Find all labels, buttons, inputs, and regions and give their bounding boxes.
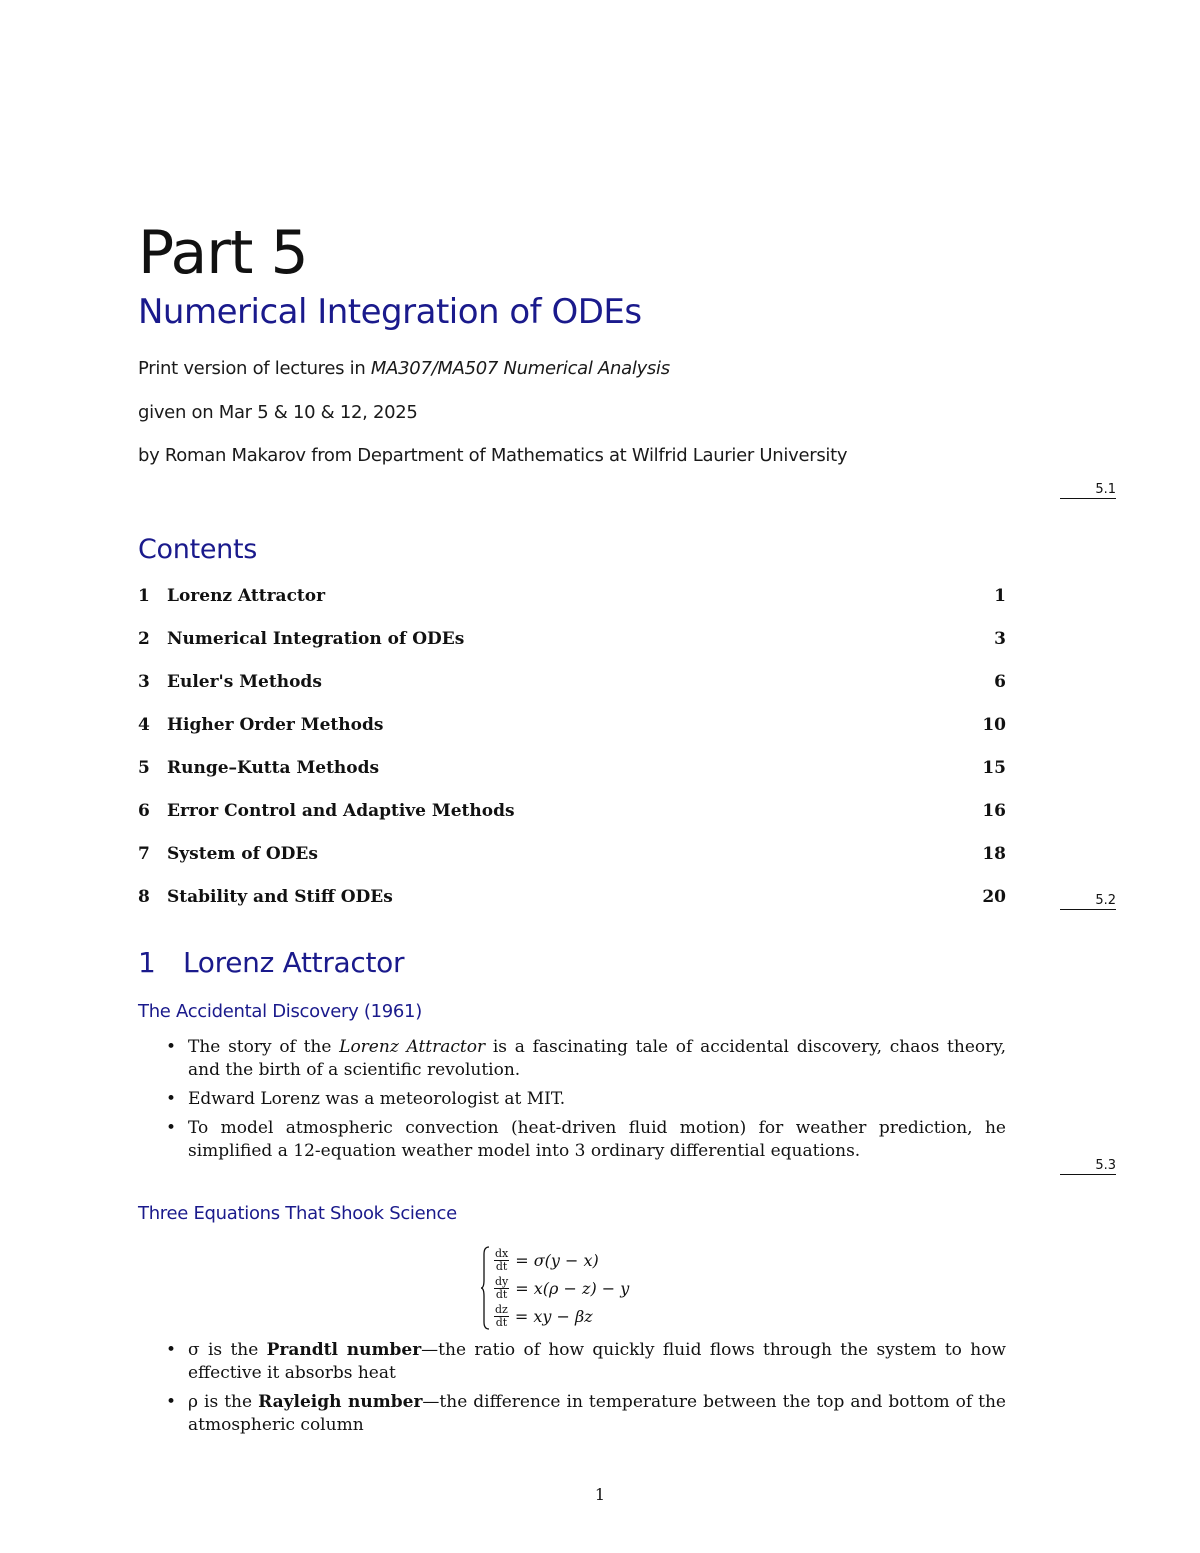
toc-page: 18 — [982, 844, 1006, 864]
bullet-list — [166, 1339, 1006, 1443]
equation-rhs: = xy − βz — [514, 1306, 593, 1326]
section-heading — [138, 946, 404, 979]
toc-number: 7 — [138, 844, 150, 864]
emphasis-text: Lorenz Attractor — [339, 1037, 486, 1057]
toc-number: 4 — [138, 715, 150, 735]
toc-entry-8[interactable] — [138, 887, 1006, 930]
author-line: by Roman Makarov from Department of Mathematics at Wilfrid Laurier University — [138, 445, 848, 466]
print-version-line — [138, 358, 670, 379]
list-item: • Edward Lorenz was a meteorologist at MIT. — [166, 1088, 1006, 1111]
toc-number: 8 — [138, 887, 150, 907]
slide-number: 5.2 — [1060, 893, 1116, 910]
toc-entry-6[interactable] — [138, 801, 1006, 844]
list-item: • To model atmospheric convection (heat-driven fluid motion) for weather prediction, he simplified a 12-equation weather model into 3 ordinary differential equations. — [166, 1117, 1006, 1163]
toc-number: 1 — [138, 586, 150, 606]
bullet-list — [166, 1036, 1006, 1169]
list-item: • σ is the Prandtl number—the ratio of how quickly fluid flows through the system to how effective it absorbs heat — [166, 1339, 1006, 1385]
equation-rhs: = x(ρ − z) − y — [515, 1278, 630, 1298]
toc-number: 5 — [138, 758, 150, 778]
subsection-heading: Three Equations That Shook Science — [138, 1203, 457, 1224]
equation-row — [494, 1274, 629, 1302]
toc-entry-7[interactable] — [138, 844, 1006, 887]
table-of-contents — [138, 586, 1006, 930]
page-number: 1 — [594, 1485, 606, 1504]
print-version-prefix: Print version of lectures in — [138, 358, 371, 379]
bold-term: Rayleigh number — [258, 1392, 423, 1412]
toc-number: 3 — [138, 672, 150, 692]
lorenz-equations — [480, 1246, 680, 1332]
derivative-fraction: $\frac{dx}{dt}$ — [495, 1246, 509, 1273]
toc-title: Euler's Methods — [167, 672, 322, 692]
toc-page: 3 — [994, 629, 1006, 649]
toc-title: System of ODEs — [167, 844, 318, 864]
toc-title: Stability and Stiff ODEs — [167, 887, 393, 907]
left-brace — [480, 1246, 490, 1330]
toc-title: Lorenz Attractor — [167, 586, 326, 606]
section-title: Lorenz Attractor — [183, 946, 405, 979]
derivative-fraction: $\frac{dy}{dt}$ — [495, 1274, 509, 1301]
toc-title: Runge–Kutta Methods — [167, 758, 380, 778]
equation-row — [494, 1302, 593, 1330]
slide-number: 5.3 — [1060, 1158, 1116, 1175]
toc-title: Higher Order Methods — [167, 715, 384, 735]
toc-entry-3[interactable] — [138, 672, 1006, 715]
toc-title: Error Control and Adaptive Methods — [167, 801, 515, 821]
slide-number: 5.1 — [1060, 482, 1116, 499]
toc-title: Numerical Integration of ODEs — [167, 629, 465, 649]
toc-entry-2[interactable] — [138, 629, 1006, 672]
course-name: MA307/MA507 Numerical Analysis — [370, 358, 670, 379]
list-item: • The story of the Lorenz Attractor is a fascinating tale of accidental discovery, chaos theory, and the birth of a scientific revolution. — [166, 1036, 1006, 1082]
toc-page: 6 — [994, 672, 1006, 692]
toc-number: 2 — [138, 629, 150, 649]
toc-page: 20 — [982, 887, 1006, 907]
equation-rhs: = σ(y − x) — [515, 1250, 599, 1270]
toc-page: 1 — [994, 586, 1006, 606]
subsection-heading: The Accidental Discovery (1961) — [138, 1001, 422, 1022]
toc-page: 15 — [982, 758, 1006, 778]
toc-entry-1[interactable] — [138, 586, 1006, 629]
section-number: 1 — [138, 946, 156, 979]
document-subtitle: Numerical Integration of ODEs — [138, 292, 642, 332]
bold-term: Prandtl number — [266, 1340, 422, 1360]
toc-number: 6 — [138, 801, 150, 821]
derivative-fraction: $\frac{dz}{dt}$ — [495, 1302, 508, 1329]
given-on-line: given on Mar 5 & 10 & 12, 2025 — [138, 402, 418, 423]
toc-page: 16 — [982, 801, 1006, 821]
toc-entry-4[interactable] — [138, 715, 1006, 758]
list-item: • ρ is the Rayleigh number—the difference in temperature between the top and bottom of the atmospheric column — [166, 1391, 1006, 1437]
toc-page: 10 — [982, 715, 1006, 735]
equation-row — [494, 1246, 599, 1274]
toc-entry-5[interactable] — [138, 758, 1006, 801]
contents-heading: Contents — [138, 534, 258, 565]
part-title: Part 5 — [138, 218, 308, 288]
